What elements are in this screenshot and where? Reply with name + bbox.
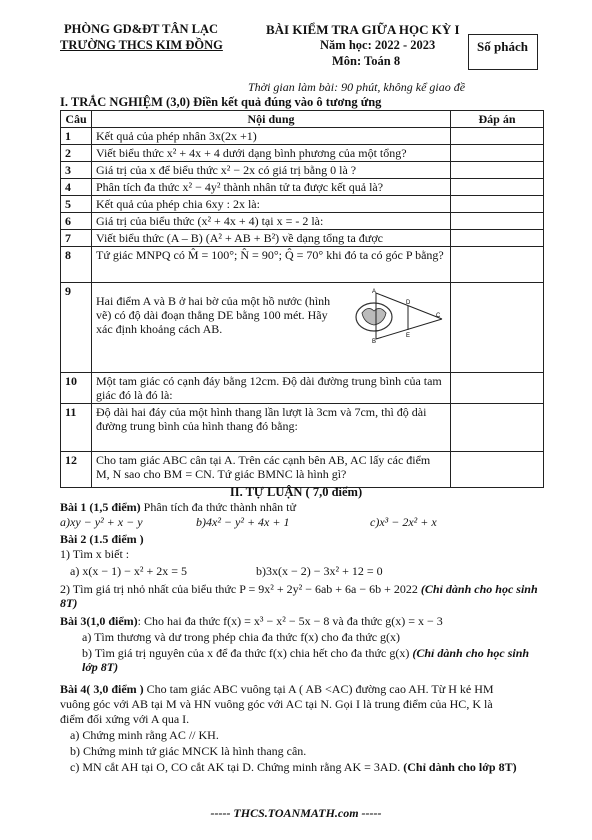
- bai1: [60, 500, 296, 514]
- so-phach-box: Số phách: [468, 34, 538, 70]
- school-year: Năm học: 2022 - 2023: [320, 38, 436, 52]
- bai2-a: a) x(x − 1) − x² + 2x = 5: [70, 564, 187, 578]
- col-cau: Câu: [61, 111, 92, 128]
- row-num: 11: [61, 404, 92, 452]
- svg-text:B: B: [372, 339, 377, 343]
- bai2-head: Bài 2 (1.5 điểm ): [60, 532, 144, 546]
- row-text: Một tam giác có cạnh đáy bằng 12cm. Độ dài đường trung bình của tam giác đó là đó là:: [92, 373, 451, 404]
- answer-cell[interactable]: [451, 373, 544, 404]
- row-text: Giá trị của x để biểu thức x² − 2x có giá trị bằng 0 là ?: [92, 162, 451, 179]
- part1-title: I. TRẮC NGHIỆM (3,0) Điền kết quả đúng vào ô tương ứng: [60, 95, 382, 109]
- bai4-b: b) Chứng minh tứ giác MNCK là hình thang cân.: [70, 744, 307, 758]
- table-row: [61, 404, 544, 452]
- row-text: Viết biểu thức (A – B) (A² + AB + B²) về dạng tổng ta được: [92, 230, 451, 247]
- table-header-row: [61, 111, 544, 128]
- table-row: [61, 213, 544, 230]
- bai4-text1: Cho tam giác ABC vuông tại A ( AB <AC) đường cao AH. Từ H kẻ HM: [143, 682, 494, 696]
- bai4-c: [70, 760, 546, 774]
- answer-cell[interactable]: [451, 213, 544, 230]
- row-num: 7: [61, 230, 92, 247]
- svg-text:A: A: [372, 289, 377, 295]
- bai3-head: Bài 3(1,0 điểm): [60, 614, 138, 628]
- bai4-c-text: c) MN cắt AH tại O, CO cắt AK tại D. Chứng minh rằng AK = 3AD.: [70, 760, 401, 774]
- row-num: 6: [61, 213, 92, 230]
- bai2-part2-note: (Chỉ dành cho học sinh 8T): [60, 582, 538, 610]
- part2-title: II. TỰ LUẬN ( 7,0 điểm): [229, 485, 363, 499]
- row-num: 12: [61, 452, 92, 488]
- school-name: TRƯỜNG THCS KIM ĐỒNG: [60, 38, 223, 52]
- table-row: [61, 128, 544, 145]
- answer-cell[interactable]: [451, 452, 544, 488]
- row-text: Kết quả của phép nhân 3x(2x +1): [92, 128, 451, 145]
- row-num: 4: [61, 179, 92, 196]
- bai1-head: Bài 1 (1,5 điểm): [60, 500, 141, 514]
- answer-cell[interactable]: [451, 404, 544, 452]
- bai3-b: [82, 646, 546, 674]
- table-row: [61, 196, 544, 213]
- row-num: 9: [61, 283, 92, 373]
- row-text: Tứ giác MNPQ có M̂ = 100°; N̂ = 90°; Q̂ = 70° khi đó ta có góc P bằng?: [92, 247, 451, 283]
- svg-text:C: C: [436, 313, 441, 319]
- row-text: Cho tam giác ABC cân tại A. Trên các cạnh bên AB, AC lấy các điểm M, N sao cho BM = CN. Tứ giác BMNC là hình gì?: [92, 452, 451, 488]
- answer-cell[interactable]: [451, 283, 544, 373]
- table-row: [61, 162, 544, 179]
- row-num: 5: [61, 196, 92, 213]
- subject: Môn: Toán 8: [332, 54, 401, 68]
- table-row: [61, 179, 544, 196]
- bai4: [60, 682, 494, 696]
- row-text: Kết quả của phép chia 6xy : 2x là:: [92, 196, 451, 213]
- bai2-part2: [60, 582, 546, 610]
- answer-cell[interactable]: [451, 145, 544, 162]
- answer-cell[interactable]: [451, 196, 544, 213]
- row-text-cell: [92, 283, 451, 373]
- exam-title: BÀI KIỂM TRA GIỮA HỌC KỲ I: [266, 22, 460, 37]
- row-num: 2: [61, 145, 92, 162]
- lake-figure-icon: [346, 287, 446, 343]
- dept-name: PHÒNG GD&ĐT TÂN LẠC: [64, 22, 219, 36]
- bai4-a: a) Chứng minh rằng AC // KH.: [70, 728, 219, 742]
- bai2-part2-text: 2) Tìm giá trị nhỏ nhất của biểu thức P = 9x² + 2y² − 6ab + 6a − 6b + 2022: [60, 582, 418, 596]
- svg-text:E: E: [406, 333, 411, 339]
- row-num: 3: [61, 162, 92, 179]
- bai3-b-text: b) Tìm giá trị nguyên của x để đa thức f(x) chia hết cho đa thức g(x): [82, 646, 410, 660]
- table-row: [61, 247, 544, 283]
- footer: ----- THCS.TOANMATH.com -----: [210, 806, 382, 820]
- bai2-b: b)3x(x − 2) − 3x² + 12 = 0: [256, 564, 383, 578]
- row-text: Phân tích đa thức x² − 4y² thành nhân tử ta được kết quả là?: [92, 179, 451, 196]
- row-num: 10: [61, 373, 92, 404]
- answer-cell[interactable]: [451, 247, 544, 283]
- bai2-part1: 1) Tìm x biết :: [60, 547, 130, 561]
- bai1-c: c)x³ − 2x² + x: [370, 515, 437, 529]
- table-row: [61, 145, 544, 162]
- bai4-head: Bài 4( 3,0 điểm ): [60, 682, 144, 696]
- answer-cell[interactable]: [451, 162, 544, 179]
- row-text: Độ dài hai đáy của một hình thang lần lượt là 3cm và 7cm, thì độ dài đường trung bình của hình thang đó bằng:: [92, 404, 451, 452]
- row-text: Hai điểm A và B ở hai bờ của một hồ nước (hình vẽ) có độ dài đoạn thẳng DE bằng 100 mét. Hãy xác định khoảng cách AB.: [96, 294, 331, 336]
- col-noidung: Nội dung: [92, 111, 451, 128]
- quiz-table: [60, 110, 544, 488]
- svg-text:D: D: [406, 300, 411, 306]
- table-row: [61, 283, 544, 373]
- time-note: Thời gian làm bài: 90 phút, không kể giao đề: [248, 80, 466, 94]
- table-row: [61, 230, 544, 247]
- row-text: Giá trị của biểu thức (x² + 4x + 4) tại x = - 2 là:: [92, 213, 451, 230]
- table-row: [61, 373, 544, 404]
- col-dapan: Đáp án: [451, 111, 544, 128]
- answer-cell[interactable]: [451, 179, 544, 196]
- table-row: [61, 452, 544, 488]
- answer-cell[interactable]: [451, 128, 544, 145]
- bai1-a: a)xy − y² + x − y: [60, 515, 143, 529]
- answer-cell[interactable]: [451, 230, 544, 247]
- bai4-text3: điểm đối xứng với A qua I.: [60, 712, 190, 726]
- row-num: 1: [61, 128, 92, 145]
- row-text: Viết biểu thức x² + 4x + 4 dưới dạng bình phương của một tổng?: [92, 145, 451, 162]
- bai3-a: a) Tìm thương và dư trong phép chia đa thức f(x) cho đa thức g(x): [82, 630, 401, 644]
- bai3-text: : Cho hai đa thức f(x) = x³ − x² − 5x − 8 và đa thức g(x) = x − 3: [137, 614, 443, 628]
- bai4-text2: vuông góc với AB tại M và HN vuông góc với AC tại N. Gọi I là trung điểm của HC, K là: [60, 697, 493, 711]
- row-num: 8: [61, 247, 92, 283]
- bai1-text: Phân tích đa thức thành nhân tử: [140, 500, 296, 514]
- bai3: [60, 614, 443, 628]
- bai4-c-note: (Chỉ dành cho lớp 8T): [403, 760, 517, 774]
- bai3-b-note: (Chỉ dành cho học sinh lớp 8T): [82, 646, 530, 674]
- bai1-b: b)4x² − y² + 4x + 1: [196, 515, 290, 529]
